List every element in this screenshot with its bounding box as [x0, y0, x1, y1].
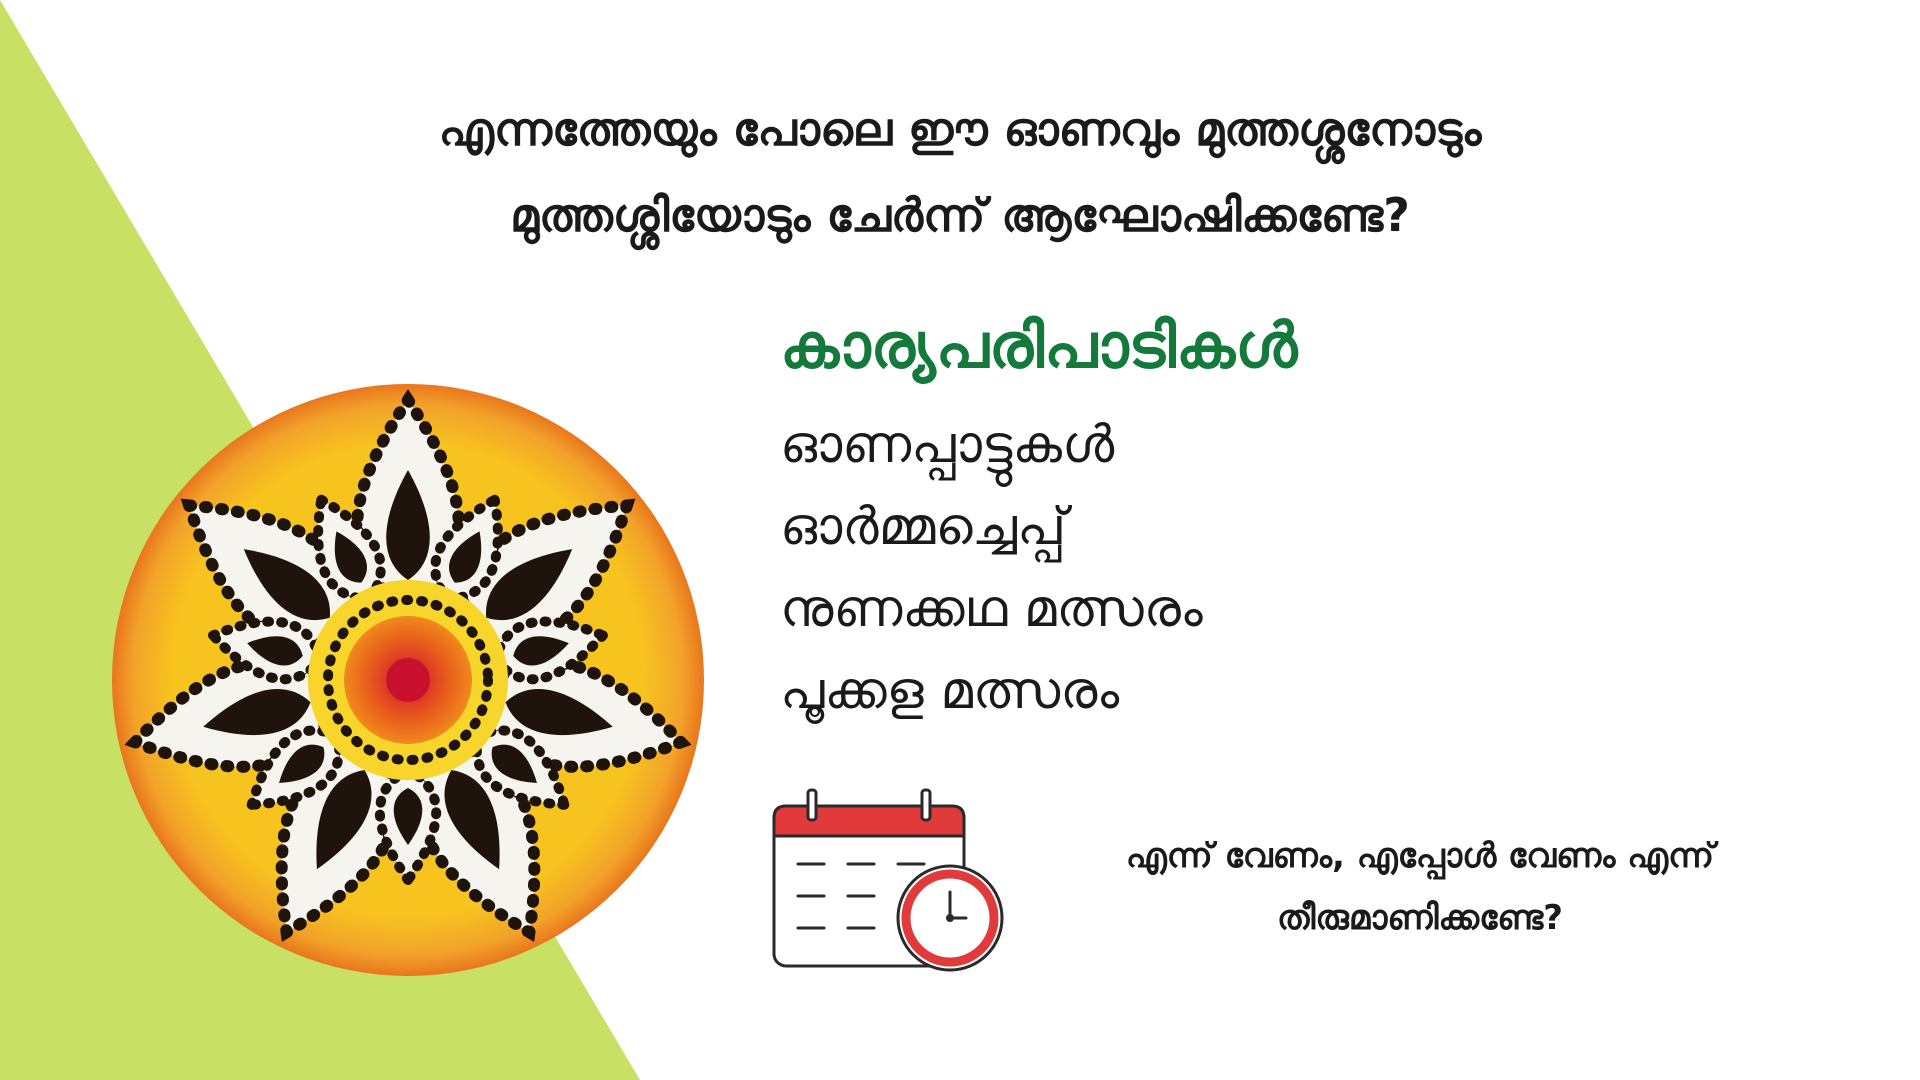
program-title: കാര്യപരിപാടികൾ — [780, 309, 1298, 382]
program-list — [780, 404, 1203, 732]
header-text — [160, 86, 1760, 258]
program-item: പൂക്കള മത്സരം — [780, 661, 1120, 721]
program-item: ഓണപ്പാട്ടുകൾ — [780, 415, 1115, 475]
program-item: നുണക്കഥ മത്സരം — [780, 579, 1203, 639]
schedule-note — [1000, 825, 1840, 949]
program-item: ഓർമ്മച്ചെപ്പ് — [780, 497, 1067, 557]
header-line-1: എന്നത്തേയും പോലെ ഈ ഓണവും മുത്തശ്ശനോടും — [438, 102, 1482, 156]
header-line-2: മുത്തശ്ശിയോടും ചേർന്ന് ആഘോഷിക്കണ്ടേ? — [510, 188, 1410, 242]
schedule-line-2: തീരുമാണിക്കണ്ടേ? — [1276, 898, 1564, 938]
pookalam-rangoli-icon — [108, 380, 708, 980]
calendar-clock-icon — [770, 788, 1010, 982]
schedule-line-1: എന്ന് വേണം, എപ്പോൾ വേണം എന്ന് — [1125, 836, 1715, 876]
